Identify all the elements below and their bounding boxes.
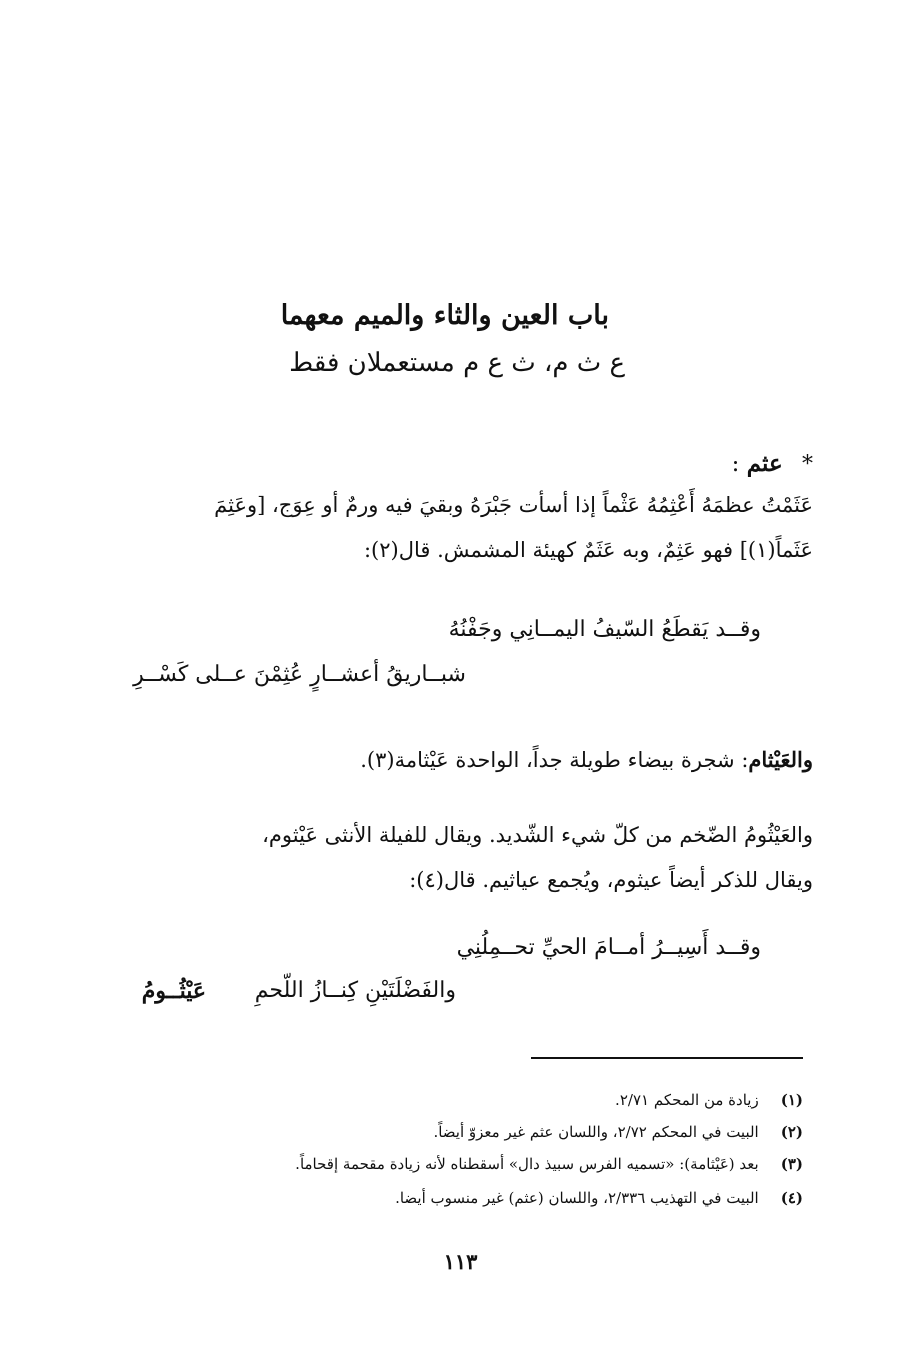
footnote-text: البيت في التهذيب ٢/٣٣٦، واللسان (عثم) غير منسوب أيضا. xyxy=(395,1189,759,1207)
paragraph-headword: والعَيْثام xyxy=(748,747,813,772)
page-number: ١١٣ xyxy=(443,1249,478,1274)
verse-second-hemistich: شبــاريقُ أعشــارٍ عُثِمْنَ عــلى كَسْــرِ xyxy=(133,662,466,687)
footnote-4 xyxy=(395,1189,803,1207)
asterisk-icon: * xyxy=(802,452,813,477)
paragraph-text: : شجرة بيضاء طويلة جداً، الواحدة عَيْثامة(٣). xyxy=(360,748,749,772)
footnote-3 xyxy=(295,1155,803,1173)
footnote-text: زيادة من المحكم ٢/٧١. xyxy=(615,1091,759,1109)
footnote-text: بعد (عَيْثامة): «تسميه الفرس سبيذ دال» أسقطناه لأنه زيادة مقحمة إقحاماً. xyxy=(295,1155,759,1173)
entry-headword: عثم xyxy=(746,450,783,477)
verse-rhyme-word: عَيْثُــومُ xyxy=(141,978,206,1004)
footnote-divider xyxy=(531,1057,803,1059)
paragraph-line: ويقال للذكر أيضاً عيثوم، ويُجمع عياثيم. قال(٤): xyxy=(409,868,813,892)
footnote-1 xyxy=(615,1091,803,1109)
footnote-number: (٣) xyxy=(780,1155,803,1173)
footnote-number: (٤) xyxy=(780,1189,803,1207)
entry-colon: : xyxy=(731,451,740,477)
paragraph-line: والعَيْثُومُ الضّخم من كلّ شيء الشّديد. ويقال للفيلة الأنثى عَيْثوم، xyxy=(262,823,813,847)
paragraph-line: عَثَماً(١)] فهو عَثِمٌ، وبه عَثَمٌ كهيئة المشمش. قال(٢): xyxy=(363,538,813,562)
paragraph-line: عَثَمْتُ عظمَهُ أَعْثِمُهُ عَثْماً إذا أسأت جَبْرَهُ وبقيَ فيه ورمٌ أو عِوَج، [وعَثِمَ xyxy=(214,493,813,517)
chapter-title: باب العين والثاء والميم معهما xyxy=(280,300,609,331)
footnote-number: (٢) xyxy=(780,1123,803,1141)
footnote-text: البيت في المحكم ٢/٧٢، واللسان عثم غير معزوّ أيضاً. xyxy=(433,1123,759,1141)
footnote-number: (١) xyxy=(780,1091,803,1109)
entry-heading xyxy=(732,450,813,477)
verse-first-hemistich: وقــد يَقطَعُ السّيفُ اليمــانِي وجَفْنُهُ xyxy=(448,617,761,642)
paragraph-line xyxy=(360,747,813,772)
footnote-2 xyxy=(433,1123,803,1141)
verse-first-hemistich: وقــد أَسِيــرُ أمــامَ الحيِّ تحــمِلُنِي xyxy=(456,935,761,960)
chapter-subtitle: ع ث م، ث ع م مستعملان فقط xyxy=(289,348,625,378)
verse-second-hemistich: والفَضْلَتَيْنِ كِنــازُ اللّحمِ xyxy=(254,978,456,1003)
